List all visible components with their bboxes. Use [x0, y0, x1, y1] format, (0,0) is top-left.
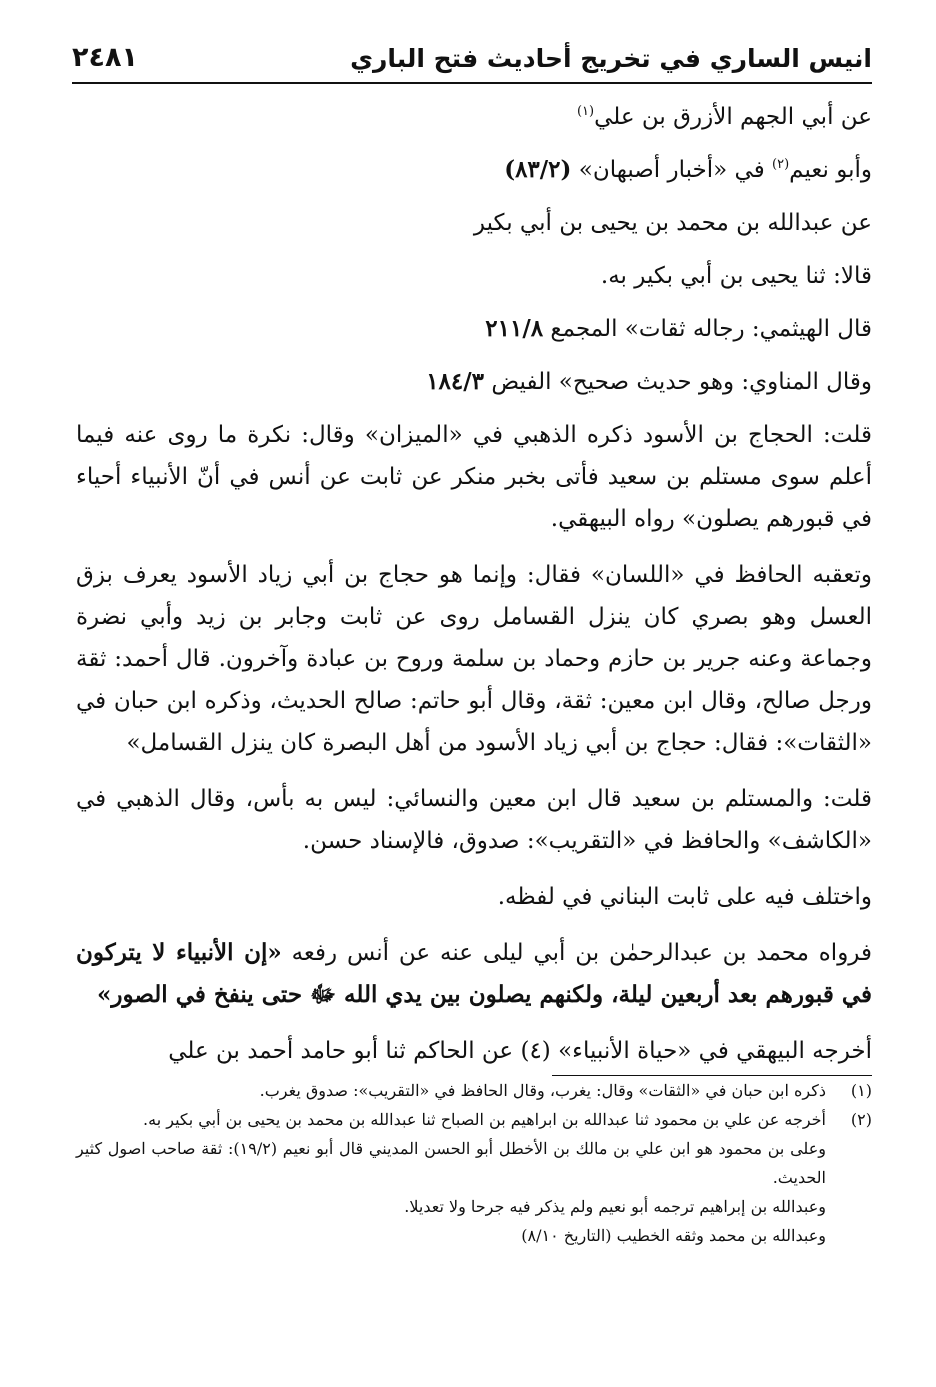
footnote — [76, 1076, 872, 1105]
paragraph: قلت: والمستلم بن سعيد قال ابن معين والنسائي: ليس به بأس، وقال الذهبي في «الكاشف» والحافظ في «التقريب»: صدوق، فالإسناد حسن. — [76, 786, 872, 854]
footnote-text: ذكره ابن حبان في «الثقات» وقال: يغرب، وقال الحافظ في «التقريب»: صدوق يغرب. — [259, 1081, 826, 1100]
paragraph: أخرجه البيهقي في «حياة الأنبياء» (٤) عن الحاكم ثنا أبو حامد أحمد بن علي — [168, 1038, 872, 1064]
running-title: انيس الساري في تخريج أحاديث فتح الباري — [350, 44, 872, 73]
text-line: وقال المناوي: وهو حديث صحيح» الفيض ١٨٤/٣ — [426, 368, 872, 395]
text-line: وأبو نعيم$^{(٢)}$ في «أخبار أصبهان» (٨٣/٢) — [504, 156, 872, 183]
footnote-continuation: وعبدالله بن محمد وثقه الخطيب (التاريخ ٨/١٠) — [521, 1226, 826, 1245]
text-line: عن عبدالله بن محمد بن يحيى بن أبي بكير — [473, 210, 872, 236]
text-line: عن أبي الجهم الأزرق بن علي$^{(١)}$ — [576, 104, 872, 130]
paragraph: فرواه محمد بن عبدالرحمٰن بن أبي ليلى عنه عن أنس رفعه «إن الأنبياء لا يتركون في قبورهم بعد أربعين ليلة، ولكنهم يصلون بين يدي الله ﷻ حتى ينفخ في الصور» — [76, 939, 872, 1008]
paragraph: قلت: الحجاج بن الأسود ذكره الذهبي في «الميزان» وقال: نكرة ما روى عنه فيما أعلم سوى مستلم بن سعيد فأتى بخبر منكر عن ثابت عن أنس في أنّ الأنبياء أحياء في قبورهم يصلون» رواه البيهقي. — [76, 422, 872, 532]
footnote-number: (١) — [850, 1081, 872, 1100]
footnote-ref[interactable]: (٢) — [772, 157, 790, 172]
paragraph: واختلف فيه على ثابت البناني في لفظه. — [497, 884, 872, 910]
footnote-ref[interactable]: (١) — [576, 104, 595, 119]
main-text — [76, 96, 872, 1083]
paragraph: وتعقبه الحافظ في «اللسان» فقال: وإنما هو حجاج بن أبي زياد الأسود يعرف بزق العسل وهو بصري كان ينزل القسامل روى عن ثابت وجابر بن زيد وأبي نضرة وجماعة وعنه جرير بن حازم وحماد بن سلمة وروح بن عبادة وآخرون. قال أحمد: ثقة ورجل صالح، وقال ابن معين: ثقة، وقال أبو حاتم: صالح الحديث، وذكره ابن حبان في «الثقات»: فقال: حجاج بن أبي زياد الأسود من أهل البصرة كان ينزل القسامل» — [76, 562, 872, 756]
footnote-number: (٢) — [850, 1110, 872, 1129]
footnote-text: أخرجه عن علي بن محمود ثنا عبدالله بن ابراهيم بن الصباح ثنا عبدالله بن محمد بن يحيى بن أبي بكير به. — [143, 1110, 826, 1129]
page-header — [72, 38, 872, 84]
footnote-continuation: وعلى بن محمود هو ابن علي بن مالك بن الأخطل أبو الحسن المديني قال أبو نعيم (١٩/٢): ثقة صاحب اصول كثير الحديث. — [76, 1139, 826, 1187]
page-number: ٢٤٨١ — [72, 42, 138, 73]
text-line: قال الهيثمي: رجاله ثقات» المجمع ٢١١/٨ — [485, 315, 872, 342]
text-line: قالا: ثنا يحيى بن أبي بكير به. — [600, 263, 872, 289]
hadith-quote: «إن الأنبياء لا يتركون في قبورهم بعد أربعين ليلة، ولكنهم يصلون بين يدي الله ﷻ حتى ينفخ في الصور» — [76, 939, 872, 1008]
footnote-continuation: وعبدالله بن إبراهيم ترجمه أبو نعيم ولم يذكر فيه جرحا ولا تعديلا. — [404, 1197, 826, 1216]
footnote — [76, 1105, 872, 1134]
footnotes — [76, 1076, 872, 1250]
